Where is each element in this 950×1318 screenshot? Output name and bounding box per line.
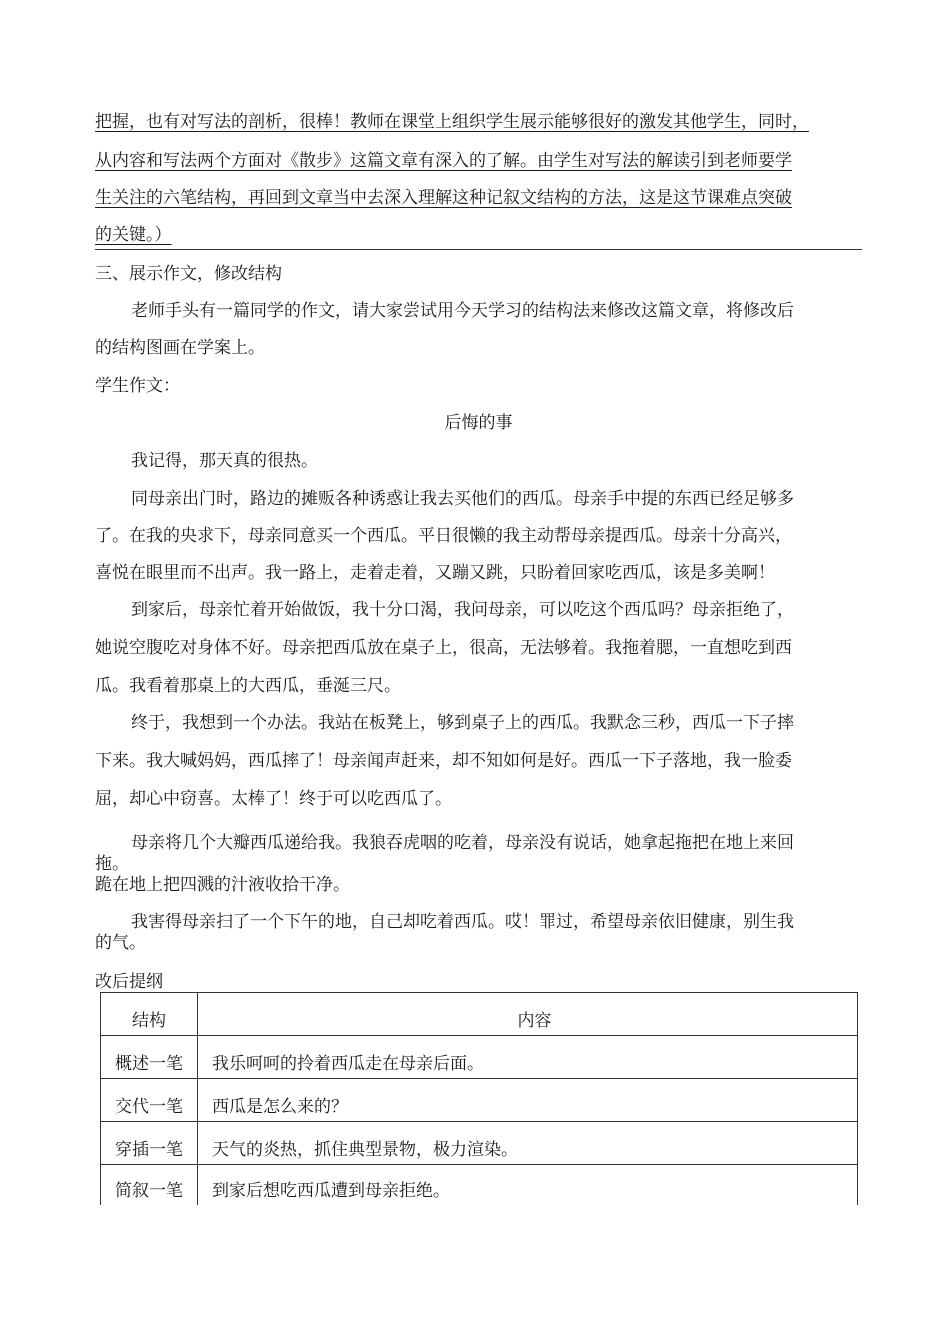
row-content: 天气的炎热，抓住典型景物，极力渲染。 [198,1122,858,1165]
outline-table [100,992,858,1205]
header-content: 内容 [198,993,858,1036]
instruction-line-1: 老师手头有一篇同学的作文，请大家尝试用今天学习的结构法来修改这篇文章，将修改后 [131,301,794,321]
essay-line: 母亲将几个大瓣西瓜递给我。我狼吞虎咽的吃着，母亲没有说话，她拿起拖把在地上来回 [131,833,794,853]
essay-line: 我记得，那天真的很热。 [131,451,318,471]
essay-line: 同母亲出门时，路边的摊贩各种诱惑让我去买他们的西瓜。母亲手中提的东西已经足够多 [131,489,794,509]
comment-line-4: 的关键。） [95,225,172,245]
divider-line [95,249,862,250]
table-row [101,1122,858,1165]
instruction-line-2: 的结构图画在学案上。 [95,338,265,358]
essay-line: 拖。 [95,854,129,874]
essay-line: 的气。 [95,933,146,953]
comment-line-2: 从内容和写法两个方面对《散步》这篇文章有深入的了解。由学生对写法的解读引到老师要学 [95,151,792,171]
essay-line: 屈，却心中窃喜。太棒了！终于可以吃西瓜了。 [95,789,452,809]
row-structure: 简叙一笔 [101,1165,198,1206]
comment-line-1: 把握，也有对写法的剖析，很棒！教师在课堂上组织学生展示能够很好的激发其他学生，同时， [95,112,809,132]
essay-line: 终于，我想到一个办法。我站在板凳上，够到桌子上的西瓜。我默念三秒，西瓜一下子摔 [131,713,794,733]
essay-line: 跪在地上把四溅的汁液收拾干净。 [95,875,350,895]
essay-line: 我害得母亲扫了一个下午的地，自己却吃着西瓜。哎！罪过，希望母亲依旧健康，别生我 [131,912,794,932]
essay-line: 喜悦在眼里而不出声。我一路上，走着走着，又蹦又跳，只盼着回家吃西瓜，该是多美啊！ [95,563,775,583]
essay-line: 她说空腹吃对身体不好。母亲把西瓜放在桌子上，很高，无法够着。我拖着腮，一直想吃到西 [95,638,792,658]
row-structure: 交代一笔 [101,1079,198,1122]
row-content: 我乐呵呵的拎着西瓜走在母亲后面。 [198,1036,858,1079]
table-row [101,1036,858,1079]
essay-line: 了。在我的央求下，母亲同意买一个西瓜。平日很懒的我主动帮母亲提西瓜。母亲十分高兴， [95,526,792,546]
header-structure: 结构 [101,993,198,1036]
row-content: 到家后想吃西瓜遭到母亲拒绝。 [198,1165,858,1206]
student-essay-label: 学生作文： [95,376,180,396]
row-structure: 穿插一笔 [101,1122,198,1165]
essay-line: 下来。我大喊妈妈，西瓜摔了！母亲闻声赶来，却不知如何是好。西瓜一下子落地，我一脸委 [95,751,792,771]
essay-title: 后悔的事 [444,413,513,433]
table-header-row [101,993,858,1036]
table-row [101,1165,858,1206]
section-heading: 三、展示作文，修改结构 [95,264,282,284]
row-content: 西瓜是怎么来的？ [198,1079,858,1122]
essay-line: 瓜。我看着那桌上的大西瓜，垂涎三尺。 [95,676,401,696]
essay-line: 到家后，母亲忙着开始做饭，我十分口渴，我问母亲，可以吃这个西瓜吗？母亲拒绝了， [131,600,794,620]
comment-line-3: 生关注的六笔结构，再回到文章当中去深入理解这种记叙文结构的方法，这是这节课难点突破 [95,188,792,208]
row-structure: 概述一笔 [101,1036,198,1079]
outline-label: 改后提纲 [95,972,163,992]
table-row [101,1079,858,1122]
